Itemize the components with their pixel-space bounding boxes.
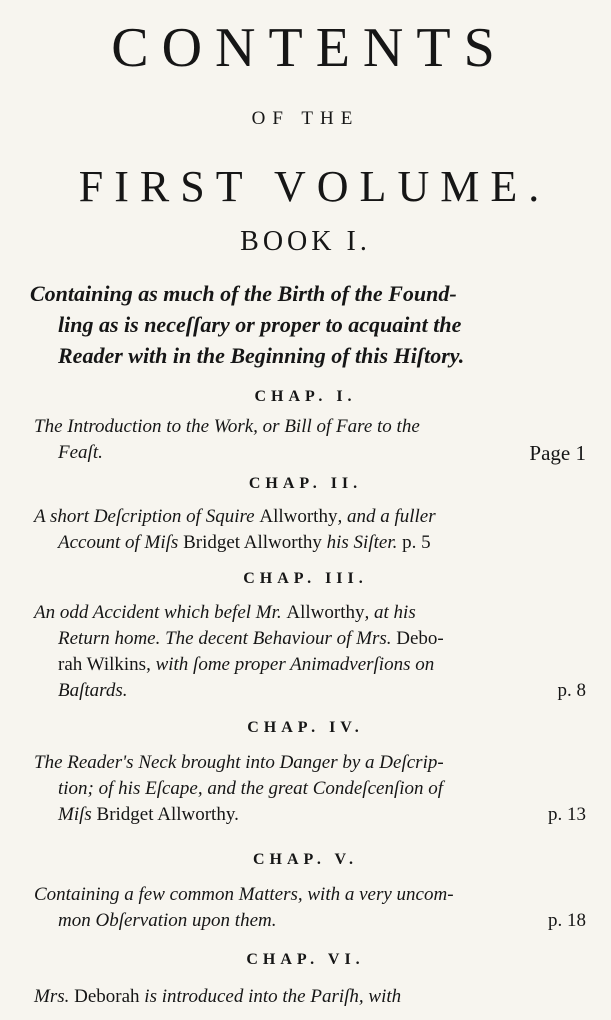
chapter-3-name-1: Allworthy bbox=[286, 602, 365, 623]
chapter-5-line-2: mon Obſervation upon them. bbox=[58, 910, 277, 931]
chapter-2-name-1: Allworthy bbox=[259, 506, 338, 527]
chapter-2-line-1c: , and a fuller bbox=[337, 506, 436, 527]
chapter-3-page: p. 8 bbox=[557, 680, 586, 701]
chapter-2-line-2a: Account of Miſs bbox=[58, 532, 179, 553]
chapter-2-line-2c: his Siſter. bbox=[326, 532, 398, 553]
chapter-2-line-1a: A short Deſcription of Squire bbox=[34, 506, 255, 527]
book-description bbox=[30, 278, 590, 371]
chapter-6-line-1a: Mrs. bbox=[34, 986, 70, 1007]
chapter-5-page: p. 18 bbox=[548, 910, 586, 931]
chapter-5-line-1: Containing a few common Matters, with a very uncom- bbox=[34, 884, 454, 905]
chapter-4-line-1: The Reader's Neck brought into Danger by a Deſcrip- bbox=[34, 752, 444, 773]
chapter-3-line-1c: , at his bbox=[364, 602, 416, 623]
book-desc-line-1: Containing as much of the Birth of the Found- bbox=[30, 281, 457, 306]
chapter-6-entry bbox=[34, 984, 586, 1010]
chapter-4-entry bbox=[34, 750, 586, 828]
chapter-2-page: p. 5 bbox=[402, 532, 431, 553]
chapter-3-name-2: Debo- bbox=[396, 628, 444, 649]
chapter-6-line-1c: is introduced into the Pariſh, with bbox=[144, 986, 402, 1007]
chapter-6-name: Deborah bbox=[74, 986, 140, 1007]
volume-title: FIRST VOLUME. bbox=[78, 162, 551, 211]
book-heading: BOOK I. bbox=[240, 226, 371, 257]
chapter-3-entry bbox=[34, 600, 586, 704]
chapter-3-name-3: rah Wilkins, bbox=[58, 654, 151, 675]
chapter-2-entry bbox=[34, 504, 586, 556]
chapter-4-heading: CHAP. IV. bbox=[247, 719, 364, 736]
chapter-4-line-3a: Miſs bbox=[58, 804, 92, 825]
chapter-6-heading: CHAP. VI. bbox=[246, 951, 365, 968]
chapter-2-heading: CHAP. II. bbox=[248, 475, 363, 492]
chapter-3-line-1a: An odd Accident which befel Mr. bbox=[34, 602, 282, 623]
chapter-4-name: Bridget Allworthy. bbox=[96, 804, 239, 825]
of-the-subtitle: OF THE bbox=[251, 108, 360, 129]
chapter-3-line-4: Baſtards. bbox=[58, 680, 128, 701]
chapter-3-heading: CHAP. III. bbox=[243, 570, 368, 587]
chapter-1-entry bbox=[34, 414, 586, 466]
chapter-1-page: Page 1 bbox=[529, 441, 586, 465]
chapter-1-heading: CHAP. I. bbox=[254, 388, 357, 405]
contents-title: CONTENTS bbox=[111, 17, 508, 79]
chapter-2-name-2: Bridget Allworthy bbox=[183, 532, 322, 553]
chapter-3-line-2a: Return home. The decent Behaviour of Mrs. bbox=[58, 628, 392, 649]
chapter-5-heading: CHAP. V. bbox=[252, 851, 359, 868]
book-desc-line-3: Reader with in the Beginning of this Hiſtory. bbox=[58, 343, 465, 368]
chapter-1-line-2: Feaſt. bbox=[58, 442, 103, 463]
chapter-4-page: p. 13 bbox=[548, 804, 586, 825]
chapter-3-line-3b: with ſome proper Animadverſions on bbox=[155, 654, 435, 675]
chapter-4-line-2: tion; of his Eſcape, and the great Condeſcenſion of bbox=[58, 778, 444, 799]
chapter-1-line-1: The Introduction to the Work, or Bill of Fare to the bbox=[34, 416, 420, 437]
book-desc-line-2: ling as is neceſſary or proper to acquaint the bbox=[58, 312, 462, 337]
chapter-5-entry bbox=[34, 882, 586, 934]
